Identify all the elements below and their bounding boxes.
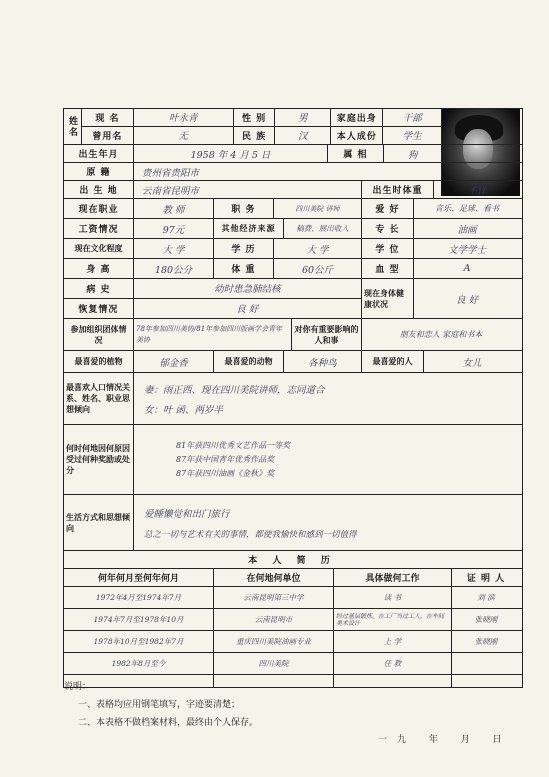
resume-title-row	[64, 551, 522, 569]
resume-witness	[452, 653, 520, 674]
name-group-label: 姓名	[64, 109, 82, 144]
birthplace-row	[64, 181, 522, 199]
resume-work: 上 学	[334, 631, 452, 652]
awards-row	[64, 425, 522, 495]
sign-date: 一九 年 月 日	[378, 735, 512, 745]
gender-value: 男	[275, 109, 331, 126]
birth-date-label: 出生年月	[64, 145, 134, 162]
favorite-animal-label: 最喜爱的动物	[214, 351, 284, 372]
height-row	[64, 259, 522, 279]
awards-line-1: 81年获四川优秀文艺作品一等奖	[176, 441, 291, 450]
name-sub-block	[82, 109, 442, 144]
degree-school-label: 学 历	[214, 239, 274, 258]
resume-work: 任 教	[334, 653, 452, 674]
resume-unit: 云南昆明市	[214, 609, 334, 630]
medical-history-value: 幼时患急肺结核	[214, 284, 281, 296]
resume-row	[64, 631, 522, 653]
former-name-value: 无	[134, 127, 234, 144]
resume-witness: 刘 滨	[477, 593, 495, 602]
degree-school-value: 大 学	[274, 239, 362, 258]
admired-value-cell	[134, 373, 520, 424]
notes-line-2: 二、本表格不做档案材料，最终由个人保存。	[78, 718, 259, 728]
birth-date-value: 1958 年 4 月 5 日	[134, 145, 328, 162]
resume-period: 1972年4月至1974年7月	[64, 587, 214, 608]
personal-status-label: 本人成份	[331, 127, 383, 144]
notes-section	[64, 678, 259, 732]
lifestyle-line-1: 爱睡懒觉和出门旅行	[144, 508, 230, 520]
admired-row	[64, 373, 522, 425]
occupation-label: 现在职业	[64, 199, 134, 218]
personal-status-value: 学生	[402, 131, 422, 143]
resume-period: 1978年10月至1982年7月	[64, 631, 214, 652]
influencers-value: 朋友和恋人 家庭和书本	[399, 330, 483, 339]
weight-value: 60公斤	[274, 259, 362, 278]
resume-title: 本 人 简 历	[248, 556, 336, 566]
favorite-animal-value: 各种鸟	[284, 351, 362, 372]
resume-col-witness: 证 明 人	[466, 574, 506, 584]
favorite-person-value: 女儿	[462, 357, 482, 369]
resume-col-work: 具体做何工作	[334, 569, 452, 586]
resume-empty-cell	[334, 675, 452, 687]
groups-row	[64, 319, 522, 351]
resume-row	[64, 587, 522, 609]
recovery-value: 良 好	[236, 304, 259, 316]
zodiac-value: 狗	[384, 145, 442, 162]
occupation-value: 教 师	[134, 199, 214, 218]
notes-heading: 说明：	[64, 682, 92, 692]
medical-sub-block	[64, 279, 362, 318]
resume-col-period: 何年何月至何年何月	[64, 569, 214, 586]
weight-label: 体 重	[214, 259, 274, 278]
degree-label: 学 位	[362, 239, 414, 258]
recovery-label: 恢复情况	[64, 299, 134, 318]
awards-label: 何时何地因何原因受过何种奖励或处分	[64, 425, 134, 494]
lifestyle-label: 生活方式和思想倾向	[64, 495, 134, 550]
ethnicity-label: 民 族	[234, 127, 276, 144]
awards-value-cell	[134, 425, 520, 494]
hobby-label: 爱 好	[362, 199, 414, 218]
hobby-value: 音乐、足球、看书	[435, 204, 499, 213]
medical-block	[64, 279, 522, 319]
education-level-value: 大 学	[134, 239, 214, 258]
notes-line-1: 一、表格均应用钢笔填写，字迹要清楚；	[78, 700, 241, 710]
resume-col-unit: 在何地何单位	[214, 569, 334, 586]
other-income-label: 其他经济来源	[214, 219, 284, 238]
current-name-row	[82, 109, 441, 127]
salary-row	[64, 219, 522, 239]
groups-value: 78年参加四川美协/81年参加四川版画学会青年美协	[134, 319, 292, 350]
gender-label: 性 别	[234, 109, 276, 126]
name-block	[64, 109, 522, 145]
admired-line-1: 妻：雨正西、现在四川美院讲师，志同道合	[144, 384, 325, 396]
birth-weight-value: 不详	[467, 185, 487, 197]
position-value: 四川美院 讲师	[274, 199, 362, 218]
lifestyle-row	[64, 495, 522, 551]
favorite-person-label: 最喜爱的人	[362, 351, 424, 372]
medical-history-label: 病 史	[64, 279, 134, 298]
medical-history-row	[64, 279, 361, 299]
lifestyle-value-cell	[134, 495, 520, 550]
native-place-value: 贵州省贵阳市	[134, 163, 442, 180]
salary-value: 97元	[134, 219, 214, 238]
resume-witness: 张晓刚	[474, 615, 498, 624]
recovery-row	[64, 299, 361, 318]
personal-info-form	[63, 108, 523, 688]
resume-period: 1974年7月至1978年10月	[64, 609, 214, 630]
blood-type-label: 血 型	[362, 259, 414, 278]
health-status-value: 良 好	[455, 294, 479, 306]
favorite-plant-value: 郁金香	[134, 351, 214, 372]
salary-label: 工资情况	[64, 219, 134, 238]
resume-unit: 云南昆明第三中学	[214, 587, 334, 608]
favorite-plant-label: 最喜爱的植物	[64, 351, 134, 372]
resume-unit: 重庆四川美院油画专业	[214, 631, 334, 652]
education-row	[64, 239, 522, 259]
health-status-label: 现在身体健康状况	[362, 279, 414, 318]
ethnicity-value: 汉	[275, 127, 331, 144]
former-name-row	[82, 127, 441, 144]
favorites-row	[64, 351, 522, 373]
resume-header-row	[64, 569, 522, 587]
position-label: 职 务	[214, 199, 274, 218]
current-name-value: 叶永青	[134, 109, 234, 126]
admired-label: 最喜欢人口情况关系、姓名、职业思想倾向	[64, 373, 134, 424]
photo-slot-3	[442, 163, 520, 180]
height-label: 身 高	[64, 259, 134, 278]
education-level-label: 现在文化程度	[64, 239, 134, 258]
lifestyle-line-2: 总之一切与艺术有关的事情，都使我愉快和感到一切值得	[144, 529, 357, 540]
groups-label: 参加组织团体情 况	[64, 319, 134, 350]
resume-work: 读 书	[334, 587, 452, 608]
birth-weight-label: 出生时体重	[362, 181, 434, 198]
occupation-row	[64, 199, 522, 219]
resume-row	[64, 653, 522, 675]
current-name-label: 现 名	[82, 109, 134, 126]
birth-date-row	[64, 145, 522, 163]
former-name-label: 曾用名	[82, 127, 134, 144]
admired-line-2: 女：叶 函、两岁半	[144, 404, 224, 416]
awards-line-3: 87年获四川油画《金秋》奖	[176, 469, 275, 478]
birthplace-label: 出 生 地	[64, 181, 134, 198]
resume-unit: 四川美院	[214, 653, 334, 674]
zodiac-label: 属 相	[328, 145, 384, 162]
influencers-label: 对你有重要影响的人和事	[292, 319, 362, 350]
resume-empty-cell	[452, 675, 520, 687]
photo-slot-2	[442, 145, 520, 162]
height-value: 180公分	[134, 259, 214, 278]
birthplace-value: 云南省昆明市	[134, 181, 362, 198]
family-origin-value: 干部	[402, 113, 422, 125]
family-origin-label: 家庭出身	[331, 109, 383, 126]
resume-row	[64, 609, 522, 631]
blood-type-value: A	[463, 263, 471, 274]
specialty-label: 专 长	[362, 219, 414, 238]
awards-line-2: 87年获中国青年优秀作品奖	[176, 455, 275, 464]
native-place-label: 原 籍	[64, 163, 134, 180]
specialty-value: 油画	[457, 224, 477, 236]
resume-work: 经过基层锻炼，在工厂当过工人，在车间美术设计	[334, 609, 452, 630]
degree-value: 文学学士	[447, 244, 486, 256]
resume-witness: 张晓刚	[474, 637, 498, 646]
photo-slot	[442, 109, 520, 144]
native-place-row	[64, 163, 522, 181]
other-income-value: 稿费、展出收入	[284, 219, 362, 238]
resume-period: 1982年8月至今	[64, 653, 214, 674]
